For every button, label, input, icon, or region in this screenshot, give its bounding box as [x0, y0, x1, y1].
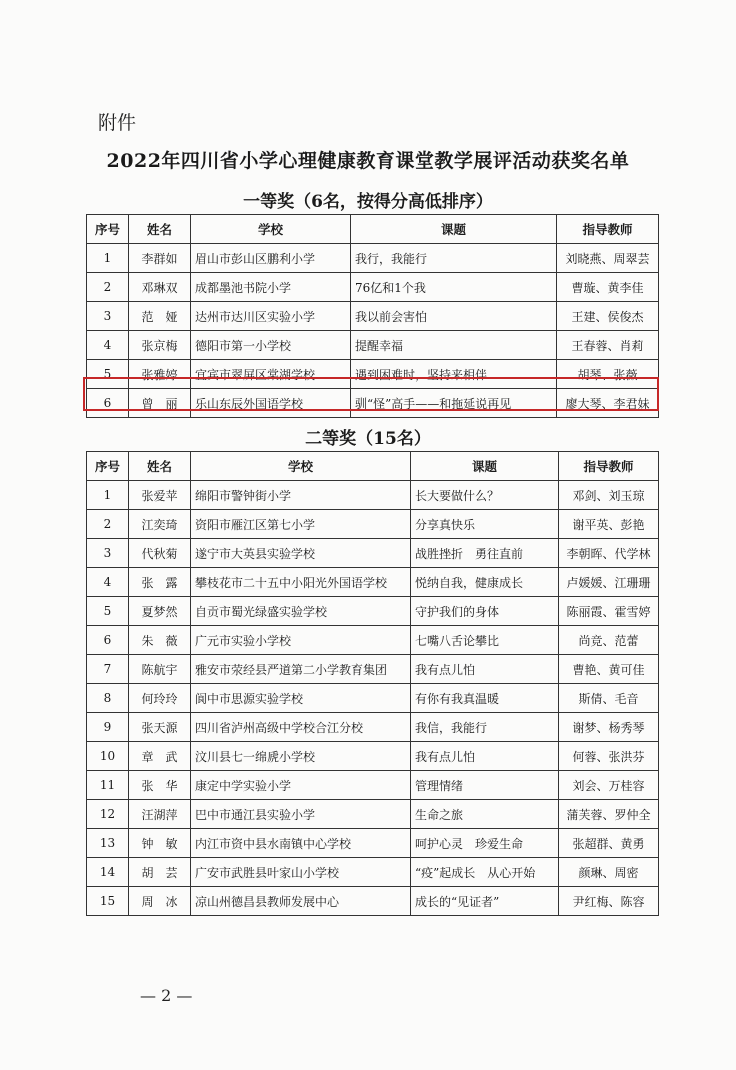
- table-row: [87, 244, 659, 273]
- table-row: [87, 331, 659, 360]
- school-cell: 四川省泸州高级中学校合江分校: [191, 713, 411, 742]
- column-header: 课题: [411, 452, 559, 481]
- column-header: 姓名: [129, 452, 191, 481]
- index-cell: 3: [87, 302, 129, 331]
- column-header: 学校: [191, 215, 351, 244]
- name-cell: 张爱苹: [129, 481, 191, 510]
- name-cell: 张雅婷: [129, 360, 191, 389]
- name-cell: 章 武: [129, 742, 191, 771]
- table-row: [87, 302, 659, 331]
- teacher-cell: 刘晓燕、周翠芸: [557, 244, 659, 273]
- school-cell: 雅安市荥经县严道第二小学教育集团: [191, 655, 411, 684]
- table-row: [87, 887, 659, 916]
- school-cell: 汶川县七一绵虒小学校: [191, 742, 411, 771]
- column-header: 序号: [87, 215, 129, 244]
- second-prize-table: [86, 451, 659, 916]
- table-row: [87, 597, 659, 626]
- school-cell: 自贡市蜀光绿盛实验学校: [191, 597, 411, 626]
- topic-cell: 生命之旅: [411, 800, 559, 829]
- table-header-row: [87, 215, 659, 244]
- topic-cell: 我以前会害怕: [351, 302, 557, 331]
- attachment-label: 附件: [98, 112, 137, 134]
- teacher-cell: 刘会、万桂容: [559, 771, 659, 800]
- table-row: [87, 568, 659, 597]
- page-title: 2022年四川省小学心理健康教育课堂教学展评活动获奖名单: [106, 150, 630, 172]
- school-cell: 凉山州德昌县教师发展中心: [191, 887, 411, 916]
- teacher-cell: 曹艳、黄可佳: [559, 655, 659, 684]
- topic-cell: “疫”起成长 从心开始: [411, 858, 559, 887]
- name-cell: 陈航宇: [129, 655, 191, 684]
- topic-cell: 分享真快乐: [411, 510, 559, 539]
- index-cell: 7: [87, 655, 129, 684]
- first-prize-heading: 一等奖（6名，按得分高低排序）: [243, 192, 493, 212]
- index-cell: 12: [87, 800, 129, 829]
- topic-cell: 驯“怪”高手——和拖延说再见: [351, 389, 557, 418]
- column-header: 指导教师: [557, 215, 659, 244]
- index-cell: 8: [87, 684, 129, 713]
- index-cell: 10: [87, 742, 129, 771]
- name-cell: 夏梦然: [129, 597, 191, 626]
- page-number: — 2 —: [140, 986, 193, 1005]
- index-cell: 1: [87, 244, 129, 273]
- topic-cell: 长大要做什么？: [411, 481, 559, 510]
- index-cell: 11: [87, 771, 129, 800]
- index-cell: 1: [87, 481, 129, 510]
- school-cell: 遂宁市大英县实验学校: [191, 539, 411, 568]
- name-cell: 范 娅: [129, 302, 191, 331]
- column-header: 姓名: [129, 215, 191, 244]
- school-cell: 成都墨池书院小学: [191, 273, 351, 302]
- index-cell: 2: [87, 273, 129, 302]
- index-cell: 14: [87, 858, 129, 887]
- name-cell: 李群如: [129, 244, 191, 273]
- school-cell: 宜宾市翠屏区棠湖学校: [191, 360, 351, 389]
- topic-cell: 有你有我真温暖: [411, 684, 559, 713]
- school-cell: 资阳市雁江区第七小学: [191, 510, 411, 539]
- index-cell: 6: [87, 389, 129, 418]
- teacher-cell: 王春蓉、肖莉: [557, 331, 659, 360]
- teacher-cell: 邓剑、刘玉琼: [559, 481, 659, 510]
- table-row: [87, 684, 659, 713]
- index-cell: 13: [87, 829, 129, 858]
- index-cell: 5: [87, 597, 129, 626]
- topic-cell: 我有点儿怕: [411, 655, 559, 684]
- teacher-cell: 胡琴、张薇: [557, 360, 659, 389]
- teacher-cell: 王建、侯俊杰: [557, 302, 659, 331]
- teacher-cell: 斯倩、毛音: [559, 684, 659, 713]
- topic-cell: 管理情绪: [411, 771, 559, 800]
- school-cell: 绵阳市警钟街小学: [191, 481, 411, 510]
- name-cell: 朱 薇: [129, 626, 191, 655]
- topic-cell: 战胜挫折 勇往直前: [411, 539, 559, 568]
- index-cell: 15: [87, 887, 129, 916]
- column-header: 学校: [191, 452, 411, 481]
- topic-cell: 悦纳自我，健康成长: [411, 568, 559, 597]
- name-cell: 钟 敏: [129, 829, 191, 858]
- table-header-row: [87, 452, 659, 481]
- teacher-cell: 尚竞、范蕾: [559, 626, 659, 655]
- school-cell: 巴中市通江县实验小学: [191, 800, 411, 829]
- name-cell: 周 冰: [129, 887, 191, 916]
- topic-cell: 成长的“见证者”: [411, 887, 559, 916]
- table-row: [87, 655, 659, 684]
- index-cell: 5: [87, 360, 129, 389]
- highlight-box: [83, 377, 659, 411]
- column-header: 课题: [351, 215, 557, 244]
- table-row: [87, 858, 659, 887]
- topic-cell: 我有点儿怕: [411, 742, 559, 771]
- school-cell: 攀枝花市二十五中小阳光外国语学校: [191, 568, 411, 597]
- name-cell: 张天源: [129, 713, 191, 742]
- topic-cell: 守护我们的身体: [411, 597, 559, 626]
- topic-cell: 我行，我能行: [351, 244, 557, 273]
- table-row: [87, 481, 659, 510]
- second-prize-heading: 二等奖（15名）: [305, 429, 431, 449]
- school-cell: 广元市实验小学校: [191, 626, 411, 655]
- school-cell: 广安市武胜县叶家山小学校: [191, 858, 411, 887]
- name-cell: 何玲玲: [129, 684, 191, 713]
- name-cell: 胡 芸: [129, 858, 191, 887]
- topic-cell: 呵护心灵 珍爱生命: [411, 829, 559, 858]
- table-row: [87, 539, 659, 568]
- school-cell: 内江市资中县水南镇中心学校: [191, 829, 411, 858]
- name-cell: 曾 丽: [129, 389, 191, 418]
- table-row: [87, 510, 659, 539]
- teacher-cell: 何蓉、张洪芬: [559, 742, 659, 771]
- teacher-cell: 陈丽霞、霍雪婷: [559, 597, 659, 626]
- topic-cell: 遇到困难时，坚持来相伴: [351, 360, 557, 389]
- teacher-cell: 廖大琴、李君妹: [557, 389, 659, 418]
- table-row: [87, 771, 659, 800]
- teacher-cell: 谢平英、彭艳: [559, 510, 659, 539]
- teacher-cell: 谢梦、杨秀琴: [559, 713, 659, 742]
- school-cell: 乐山东辰外国语学校: [191, 389, 351, 418]
- table-row: [87, 713, 659, 742]
- index-cell: 6: [87, 626, 129, 655]
- name-cell: 代秋菊: [129, 539, 191, 568]
- table-row: [87, 800, 659, 829]
- teacher-cell: 张超群、黄勇: [559, 829, 659, 858]
- school-cell: 达州市达川区实验小学: [191, 302, 351, 331]
- index-cell: 3: [87, 539, 129, 568]
- topic-cell: 七嘴八舌论攀比: [411, 626, 559, 655]
- name-cell: 张 露: [129, 568, 191, 597]
- table-row: [87, 626, 659, 655]
- teacher-cell: 蒲芙蓉、罗仲全: [559, 800, 659, 829]
- table-row: [87, 273, 659, 302]
- table-row: [87, 742, 659, 771]
- index-cell: 4: [87, 331, 129, 360]
- teacher-cell: 颜琳、周密: [559, 858, 659, 887]
- name-cell: 张 华: [129, 771, 191, 800]
- school-cell: 康定中学实验小学: [191, 771, 411, 800]
- teacher-cell: 卢媛媛、江珊珊: [559, 568, 659, 597]
- teacher-cell: 李朝晖、代学林: [559, 539, 659, 568]
- name-cell: 邓琳双: [129, 273, 191, 302]
- topic-cell: 我信，我能行: [411, 713, 559, 742]
- name-cell: 张京梅: [129, 331, 191, 360]
- school-cell: 眉山市彭山区鹏利小学: [191, 244, 351, 273]
- teacher-cell: 曹璇、黄李佳: [557, 273, 659, 302]
- index-cell: 2: [87, 510, 129, 539]
- index-cell: 4: [87, 568, 129, 597]
- school-cell: 德阳市第一小学校: [191, 331, 351, 360]
- school-cell: 阆中市思源实验学校: [191, 684, 411, 713]
- table-row: [87, 829, 659, 858]
- column-header: 指导教师: [559, 452, 659, 481]
- topic-cell: 76亿和1个我: [351, 273, 557, 302]
- teacher-cell: 尹红梅、陈容: [559, 887, 659, 916]
- index-cell: 9: [87, 713, 129, 742]
- topic-cell: 提醒幸福: [351, 331, 557, 360]
- column-header: 序号: [87, 452, 129, 481]
- name-cell: 汪湖萍: [129, 800, 191, 829]
- name-cell: 江奕琦: [129, 510, 191, 539]
